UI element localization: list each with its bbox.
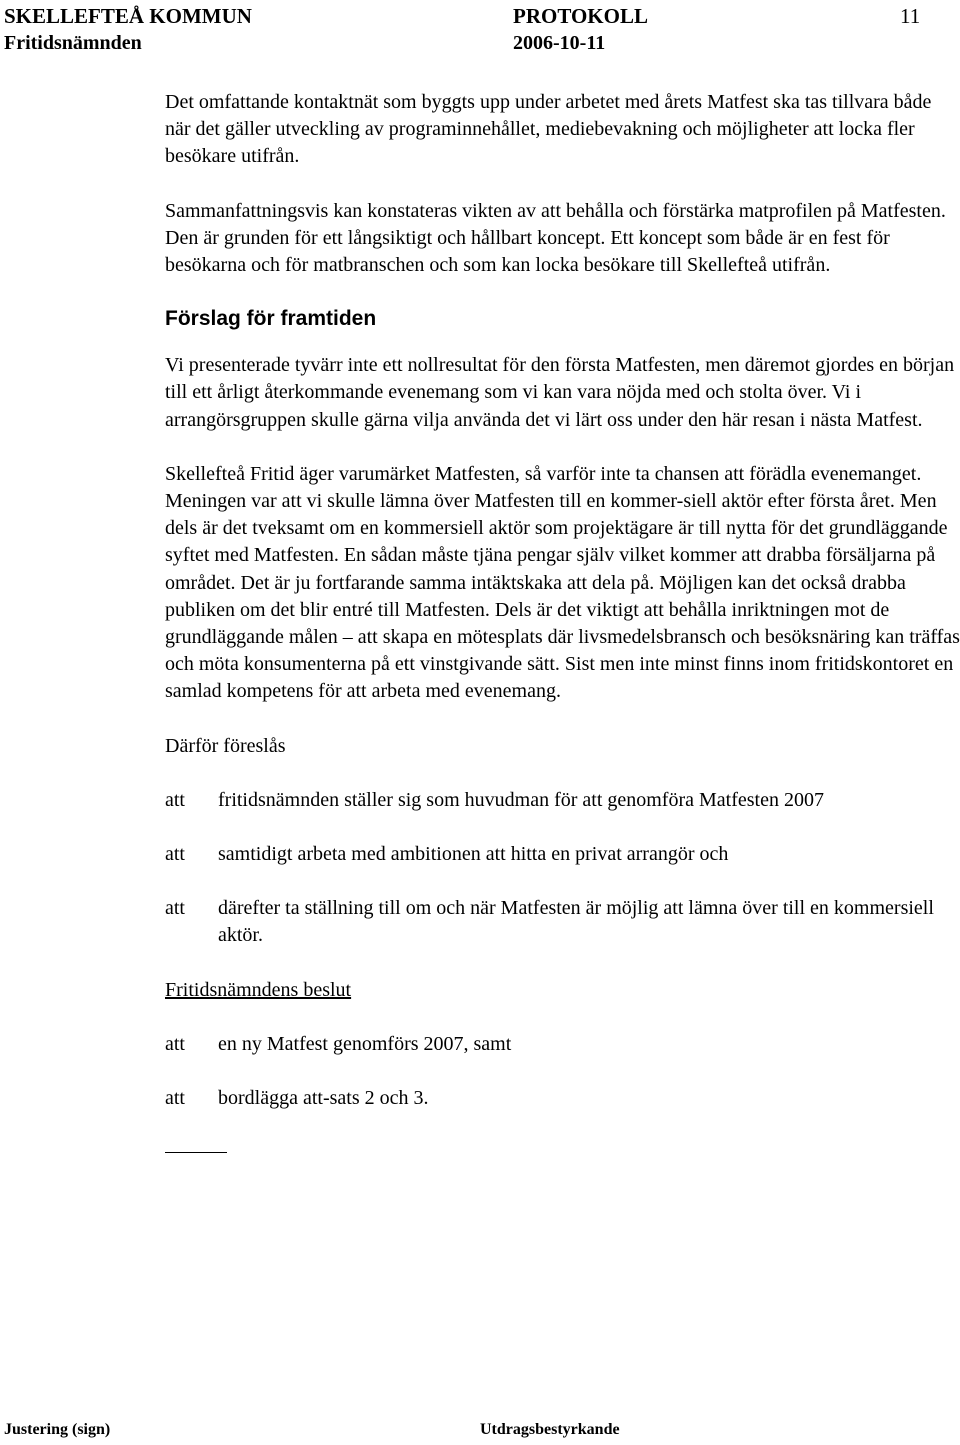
decision-item bbox=[165, 1085, 960, 1112]
paragraph-summary: Sammanfattningsvis kan konstateras vikten av att behålla och förstärka matprofilen på Matfesten. Den är grunden för ett långsiktigt och hållbart koncept. Ett koncept som både är en fest för besökarna och för matbranschen och som kan locka besökare till Skellefteå utifrån. bbox=[165, 199, 946, 277]
proposal-item bbox=[165, 841, 960, 868]
decision-text: bordlägga att-sats 2 och 3. bbox=[218, 1087, 429, 1110]
extract-certification-label: Utdragsbestyrkande bbox=[480, 1421, 620, 1438]
document-type: PROTOKOLL bbox=[513, 4, 648, 28]
end-rule bbox=[165, 1152, 227, 1153]
signature-label: Justering (sign) bbox=[4, 1421, 111, 1438]
proposal-text: fritidsnämnden ställer sig som huvudman för att genomföra Matfesten 2007 bbox=[218, 788, 824, 811]
paragraph-result: Vi presenterade tyvärr inte ett nollresultat för den första Matfesten, men däremot gjordes en början till ett årligt återkommande evenemang som vi kan vara nöjda med och stolta över. Vi i arrangörsgruppen skulle gärna vilja använda det vi lärt oss under den här resan i nästa Matfest. bbox=[165, 354, 955, 431]
protocol-body bbox=[165, 89, 960, 1153]
decision-item bbox=[165, 1031, 960, 1058]
att-keyword: att bbox=[165, 843, 185, 866]
paragraph-brand: Skellefteå Fritid äger varumärket Matfesten, så varför inte ta chansen att förädla evenemanget. Meningen var att vi skulle lämna över Matfesten till en kommer-siell aktör efter första året. Men dels är det tveksamt om en kommersiell aktör som projektägare är till nytta för det grundläggande syftet med Matfesten. En sådan måste tjäna pengar själv vilket kommer att drabba försäljarna på området. Det är ju fortfarande samma intäktskaka att dela på. Möjligen kan det också drabba publiken om det blir entré till Matfesten. Dels är det viktigt att behålla inriktningen mot de grundläggande målen – att skapa en mötesplats där livsmedelsbransch och besöksnäring kan träffas och möta konsumenterna på ett vinstgivande sätt. Sist men inte minst finns inom fritidskontoret en samlad kompetens för att arbeta med evenemang. bbox=[165, 462, 960, 703]
decision-heading: Fritidsnämndens beslut bbox=[165, 978, 352, 1001]
proposal-text: därefter ta ställning till om och när Matfesten är möjlig att lämna över till en kommersiell aktör. bbox=[218, 897, 934, 947]
proposal-intro: Därför föreslås bbox=[165, 734, 286, 757]
att-keyword: att bbox=[165, 1032, 185, 1055]
proposal-item bbox=[165, 895, 960, 949]
paragraph-contact-network: Det omfattande kontaktnät som byggts upp under arbetet med årets Matfest ska tas tillvara både när det gäller utveckling av programinnehållet, mediebevakning och möjligheter att locka fler besökare utifrån. bbox=[165, 91, 932, 168]
decision-text: en ny Matfest genomförs 2007, samt bbox=[218, 1032, 512, 1055]
committee-name: Fritidsnämnden bbox=[4, 32, 142, 54]
att-keyword: att bbox=[165, 897, 185, 920]
meeting-date: 2006-10-11 bbox=[513, 32, 606, 54]
att-keyword: att bbox=[165, 1087, 185, 1110]
organisation-name: SKELLEFTEÅ KOMMUN bbox=[4, 4, 252, 28]
att-keyword: att bbox=[165, 788, 185, 811]
proposal-text: samtidigt arbeta med ambitionen att hitta en privat arrangör och bbox=[218, 843, 729, 866]
proposal-item bbox=[165, 787, 960, 814]
page-number: 11 bbox=[900, 4, 921, 28]
section-heading: Förslag för framtiden bbox=[165, 307, 377, 331]
